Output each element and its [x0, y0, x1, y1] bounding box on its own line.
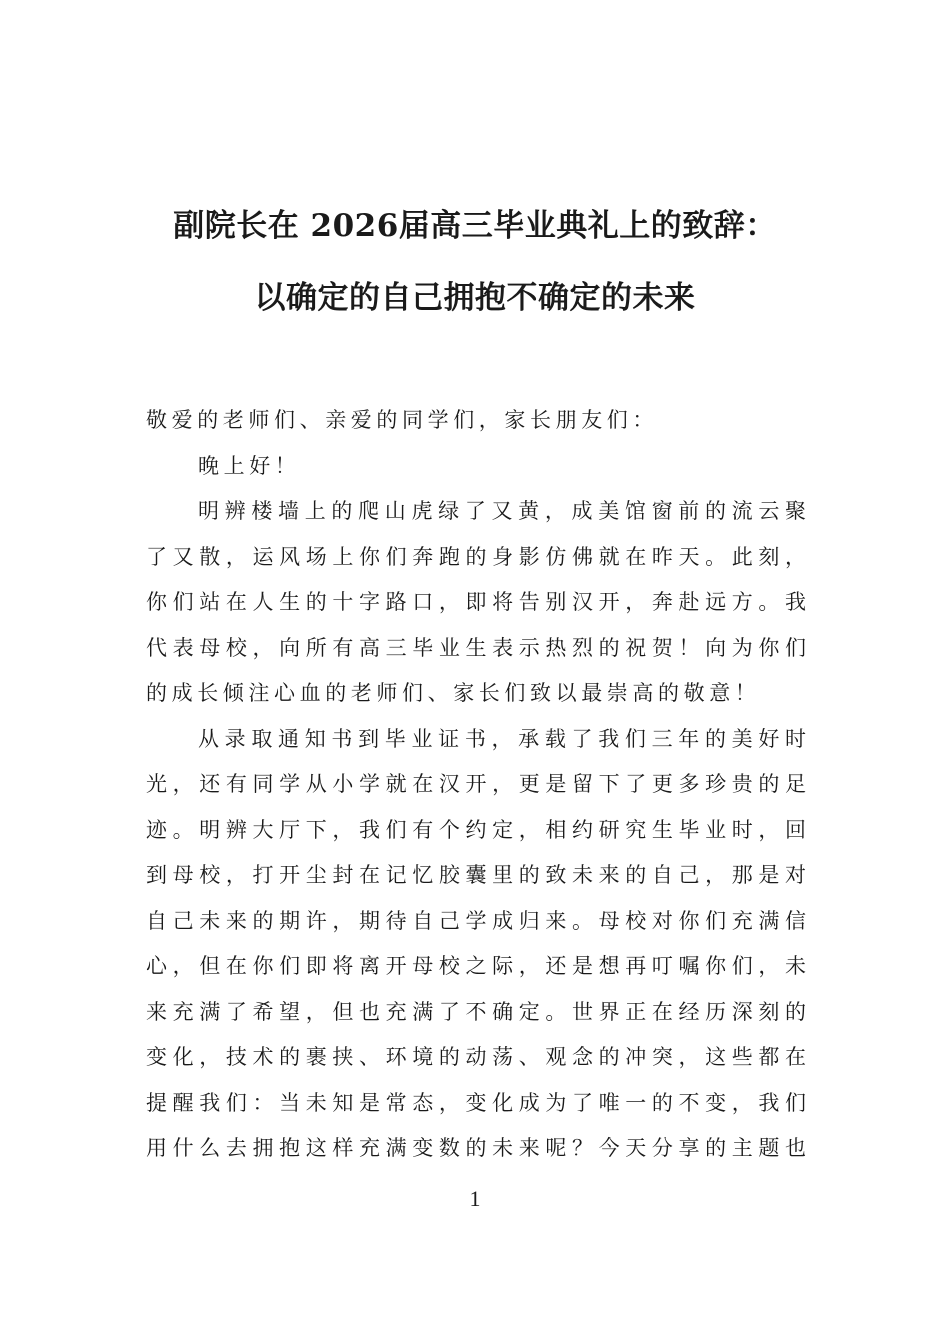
- paragraph-1-line: 明辨楼墙上的爬山虎绿了又黄，成美馆窗前的流云聚: [198, 499, 806, 523]
- paragraph-2-line: 光，还有同学从小学就在汉开，更是留下了更多珍贵的足: [146, 772, 806, 796]
- document-body: [146, 398, 806, 1172]
- paragraph-2-line: 迹。明辨大厅下，我们有个约定，相约研究生毕业时，回: [146, 817, 806, 842]
- paragraph-2-line: 自己未来的期许，期待自己学成归来。母校对你们充满信: [146, 908, 806, 933]
- paragraph-2-line: 用什么去拥抱这样充满变数的未来呢？今天分享的主题也: [146, 1136, 806, 1160]
- title-line-1: 副院长在 2026届高三毕业典礼上的致辞：: [173, 208, 777, 244]
- paragraph-1-line: 的成长倾注心血的老师们、家长们致以最崇高的敬意！: [146, 681, 761, 705]
- paragraph-2-line: 来充满了希望，但也充满了不确定。世界正在经历深刻的: [146, 999, 806, 1024]
- salutation: 敬爱的老师们、亲爱的同学们，家长朋友们：: [146, 408, 658, 432]
- paragraph-1-line: 你们站在人生的十字路口，即将告别汉开，奔赴远方。我: [146, 590, 806, 614]
- paragraph-2-line: 变化，技术的裹挟、环境的动荡、观念的冲突，这些都在: [146, 1045, 806, 1069]
- paragraph-2-line: 心，但在你们即将离开母校之际，还是想再叮嘱你们，未: [146, 954, 806, 978]
- paragraph-1-line: 了又散，运风场上你们奔跑的身影仿佛就在昨天。此刻，: [146, 544, 806, 569]
- paragraph-1-line: 代表母校，向所有高三毕业生表示热烈的祝贺！向为你们: [146, 635, 806, 660]
- paragraph-2-line: 从录取通知书到毕业证书，承载了我们三年的美好时: [198, 726, 806, 751]
- paragraph-2-line: 到母校，打开尘封在记忆胶囊里的致未来的自己，那是对: [146, 863, 806, 887]
- title-line-2: 以确定的自己拥抱不确定的未来: [254, 280, 696, 316]
- greeting: 晚上好！: [198, 453, 301, 478]
- document-title: [120, 190, 830, 334]
- page-number: 1: [469, 1186, 481, 1211]
- paragraph-2-line: 提醒我们：当未知是常态，变化成为了唯一的不变，我们: [146, 1090, 806, 1115]
